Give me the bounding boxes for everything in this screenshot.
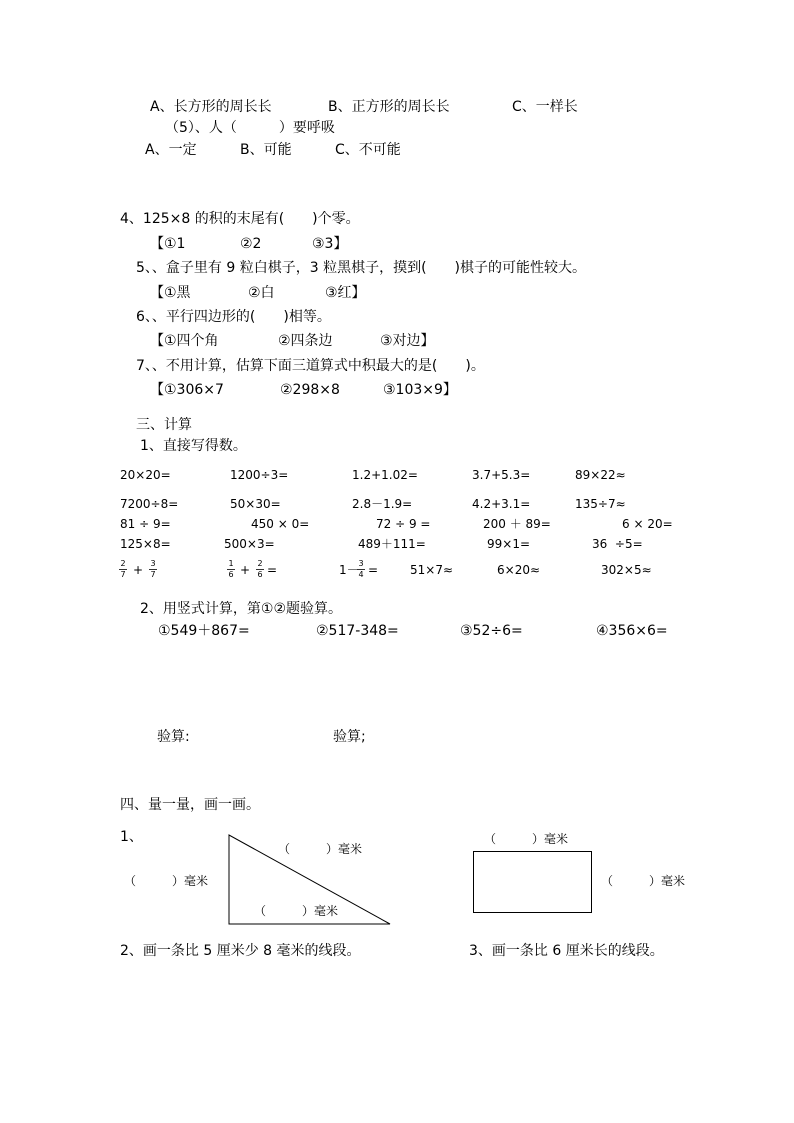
calc-r4-c1: 125×8=	[120, 537, 171, 551]
check-label-1: 验算:	[157, 729, 190, 745]
section-4-q3: 3、画一条比 6 厘米长的线段。	[469, 943, 664, 959]
question-5-breathe: （5）、人（ ）要呼吸	[165, 120, 335, 136]
option-c-same: C、一样长	[512, 99, 578, 115]
calc-r3-c3: 72 ÷ 9 =	[376, 517, 431, 531]
frac3-whole: 1－	[339, 563, 359, 577]
rectangle-right-label: （ ）毫米	[601, 874, 686, 888]
q5-option-3: ③红】	[325, 285, 366, 301]
section-4-q2: 2、画一条比 5 厘米少 8 毫米的线段。	[120, 943, 361, 959]
calc-r4-c5: 36 ÷5=	[592, 537, 643, 551]
calc-r4-c4: 99×1=	[487, 537, 531, 551]
frac2-a-den: 6	[228, 570, 234, 579]
q7-option-2: ②298×8	[280, 382, 340, 398]
frac2-b-den: 6	[257, 570, 263, 579]
section-3-sub1: 1、直接写得数。	[140, 438, 247, 454]
calc-r5-c5: 6×20≈	[497, 563, 541, 577]
calc-r2-c4: 4.2+3.1=	[472, 497, 531, 511]
option-a-rectangle: A、长方形的周长长	[150, 99, 272, 115]
option-b-possible: B、可能	[240, 142, 292, 158]
calc-r2-c5: 135÷7≈	[575, 497, 626, 511]
section-4-title: 四、量一量，画一画。	[120, 797, 260, 813]
calc-r1-c5: 89×22≈	[575, 468, 626, 482]
rectangle-top-label: （ ）毫米	[484, 832, 569, 846]
q6-option-1: 【①四个角	[150, 333, 219, 349]
section-4-q1: 1、	[120, 829, 143, 845]
calc-r1-c4: 3.7+5.3=	[472, 468, 531, 482]
frac2-plus: +	[240, 563, 251, 577]
frac1-b-den: 7	[150, 570, 156, 579]
calc-r3-c1: 81 ÷ 9=	[120, 517, 171, 531]
q4-option-3: ③3】	[312, 236, 348, 252]
frac3-den: 4	[358, 570, 364, 579]
vertical-calc-1: ①549＋867=	[158, 623, 250, 639]
calc-r1-c3: 1.2+1.02=	[352, 468, 418, 482]
section-3-title: 三、计算	[136, 417, 192, 433]
vertical-calc-4: ④356×6=	[596, 623, 668, 639]
frac1-a-den: 7	[120, 570, 126, 579]
frac2-equals: =	[267, 563, 278, 577]
vertical-calc-2: ②517-348=	[316, 623, 399, 639]
calc-r3-c4: 200 ＋ 89=	[483, 517, 551, 531]
calc-r4-c2: 500×3=	[224, 537, 275, 551]
check-label-2: 验算;	[333, 729, 366, 745]
question-6: 6、、平行四边形的( )相等。	[136, 309, 331, 325]
frac1-a-num: 2	[120, 559, 126, 568]
question-7: 7、、不用计算，估算下面三道算式中积最大的是( )。	[136, 358, 485, 374]
triangle-top-label: （ ）毫米	[278, 842, 363, 856]
frac2-b-num: 2	[257, 559, 263, 568]
frac1-b-num: 3	[150, 559, 156, 568]
rectangle-shape	[474, 852, 592, 913]
q4-option-2: ②2	[240, 236, 262, 252]
calc-r2-c3: 2.8－1.9=	[352, 497, 413, 511]
calc-r5-c6: 302×5≈	[601, 563, 652, 577]
calc-r4-c3: 489＋111=	[358, 537, 426, 551]
calc-r1-c1: 20×20=	[120, 468, 171, 482]
option-b-square: B、正方形的周长长	[328, 99, 450, 115]
frac3-num: 3	[358, 559, 364, 568]
q6-option-3: ③对边】	[380, 333, 435, 349]
q4-option-1: 【①1	[150, 236, 186, 252]
triangle-bottom-label: （ ）毫米	[254, 904, 339, 918]
calc-r2-c2: 50×30=	[230, 497, 281, 511]
section-3-sub2: 2、用竖式计算，第①②题验算。	[140, 601, 343, 617]
question-4: 4、125×8 的积的末尾有( )个零。	[120, 211, 360, 227]
calc-r2-c1: 7200÷8=	[120, 497, 179, 511]
calc-r3-c2: 450 × 0=	[251, 517, 310, 531]
frac3-equals: =	[368, 563, 379, 577]
triangle-left-label: （ ）毫米	[124, 874, 209, 888]
calc-r3-c5: 6 × 20=	[622, 517, 673, 531]
option-c-impossible: C、不可能	[335, 142, 401, 158]
q5-option-2: ②白	[248, 285, 275, 301]
option-a-certain: A、一定	[145, 142, 197, 158]
frac1-plus: +	[133, 563, 144, 577]
calc-r5-c4: 51×7≈	[410, 563, 454, 577]
q6-option-2: ②四条边	[278, 333, 333, 349]
calc-r1-c2: 1200÷3=	[230, 468, 289, 482]
q7-option-1: 【①306×7	[150, 382, 224, 398]
vertical-calc-3: ③52÷6=	[460, 623, 523, 639]
question-5: 5、、盒子里有 9 粒白棋子，3 粒黑棋子，摸到( )棋子的可能性较大。	[136, 260, 586, 276]
frac2-a-num: 1	[228, 559, 234, 568]
q7-option-3: ③103×9】	[383, 382, 457, 398]
q5-option-1: 【①黑	[150, 285, 191, 301]
